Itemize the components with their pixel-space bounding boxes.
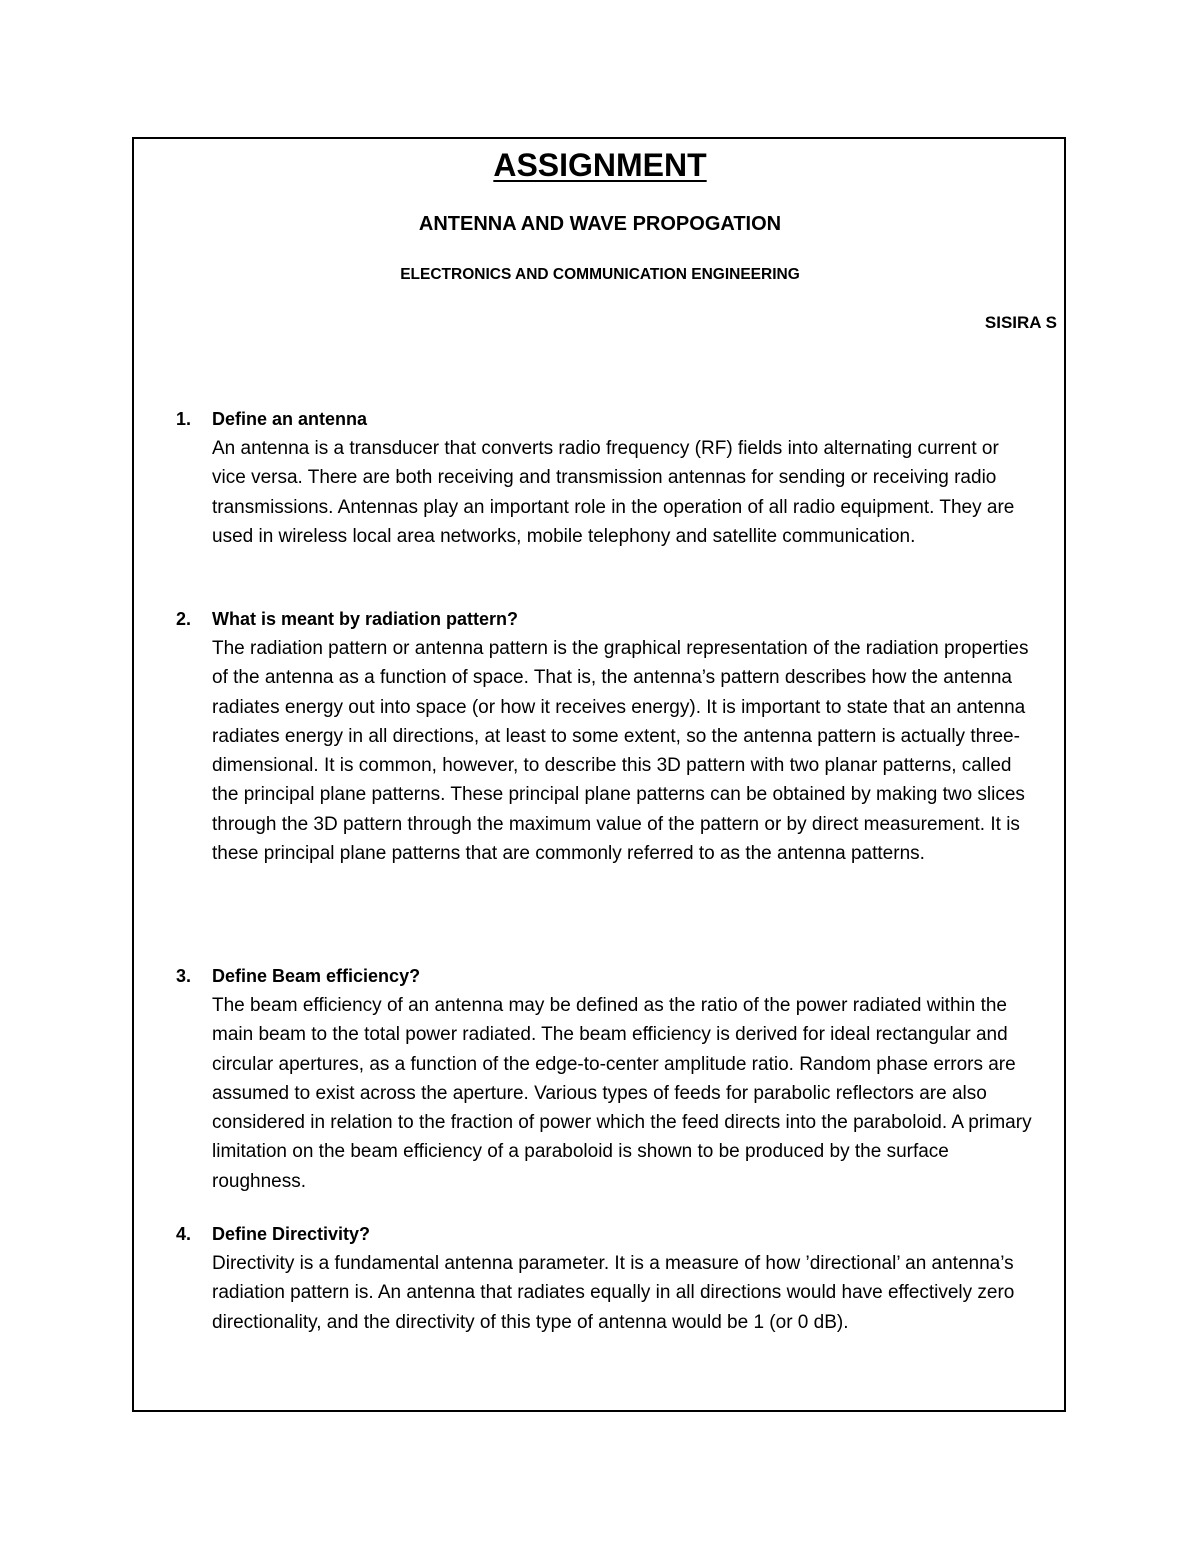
answer-text: The radiation pattern or antenna pattern is the graphical representation of the radiation properties of the antenna as a function of space. That is, the antenna’s pattern describes how the antenna radiates energy out into space (or how it receives energy). It is important to state that an antenna radiates energy in all directions, at least to some extent, so the antenna pattern is actually three-dimensional. It is common, however, to describe this 3D pattern with two planar patterns, called the principal plane patterns. These principal plane patterns can be obtained by making two slices through the 3D pattern through the maximum value of the pattern or by direct measurement. It is these principal plane patterns that are commonly referred to as the antenna patterns. (212, 638, 1029, 865)
subject-heading: ANTENNA AND WAVE PROPOGATION (418, 213, 782, 235)
question-number: 4. (176, 1224, 192, 1244)
answer-text: The beam efficiency of an antenna may be defined as the ratio of the power radiated within the main beam to the total power radiated. The beam efficiency is derived for ideal rectangular and circular apertures, as a function of the edge-to-center amplitude ratio. Random phase errors are assumed to exist across the aperture. Various types of feeds for parabolic reflectors are also considered in relation to the fraction of power which the feed directs into the paraboloid. A primary limitation on the beam efficiency of a paraboloid is shown to be produced by the surface roughness. (212, 995, 1032, 1192)
question-number: 1. (176, 409, 192, 429)
answer-text: Directivity is a fundamental antenna parameter. It is a measure of how ’directional’ an antenna’s radiation pattern is. An antenna that radiates equally in all directions would have effectively zero directionality, and the directivity of this type of antenna would be 1 (or 0 dB). (212, 1253, 1015, 1333)
question-item (176, 405, 1036, 551)
question-text: Define an antenna (212, 409, 368, 429)
question-heading (176, 962, 1036, 991)
question-number: 2. (176, 609, 192, 629)
question-text: What is meant by radiation pattern? (212, 609, 519, 629)
author-name: SISIRA S (984, 313, 1057, 332)
question-text: Define Beam efficiency? (212, 966, 421, 986)
question-text: Define Directivity? (212, 1224, 371, 1244)
department-heading: ELECTRONICS AND COMMUNICATION ENGINEERING (400, 266, 800, 283)
question-heading (176, 605, 1036, 634)
question-item (176, 605, 1036, 868)
question-number: 3. (176, 966, 192, 986)
question-item (176, 1220, 1036, 1337)
question-heading (176, 1220, 1036, 1249)
answer-text: An antenna is a transducer that converts radio frequency (RF) fields into alternating current or vice versa. There are both receiving and transmission antennas for sending or receiving radio transmissions. Antennas play an important role in the operation of all radio equipment. They are used in wireless local area networks, mobile telephony and satellite communication. (212, 438, 1015, 547)
question-item (176, 962, 1036, 1196)
document-title: ASSIGNMENT (493, 147, 707, 183)
question-heading (176, 405, 1036, 434)
